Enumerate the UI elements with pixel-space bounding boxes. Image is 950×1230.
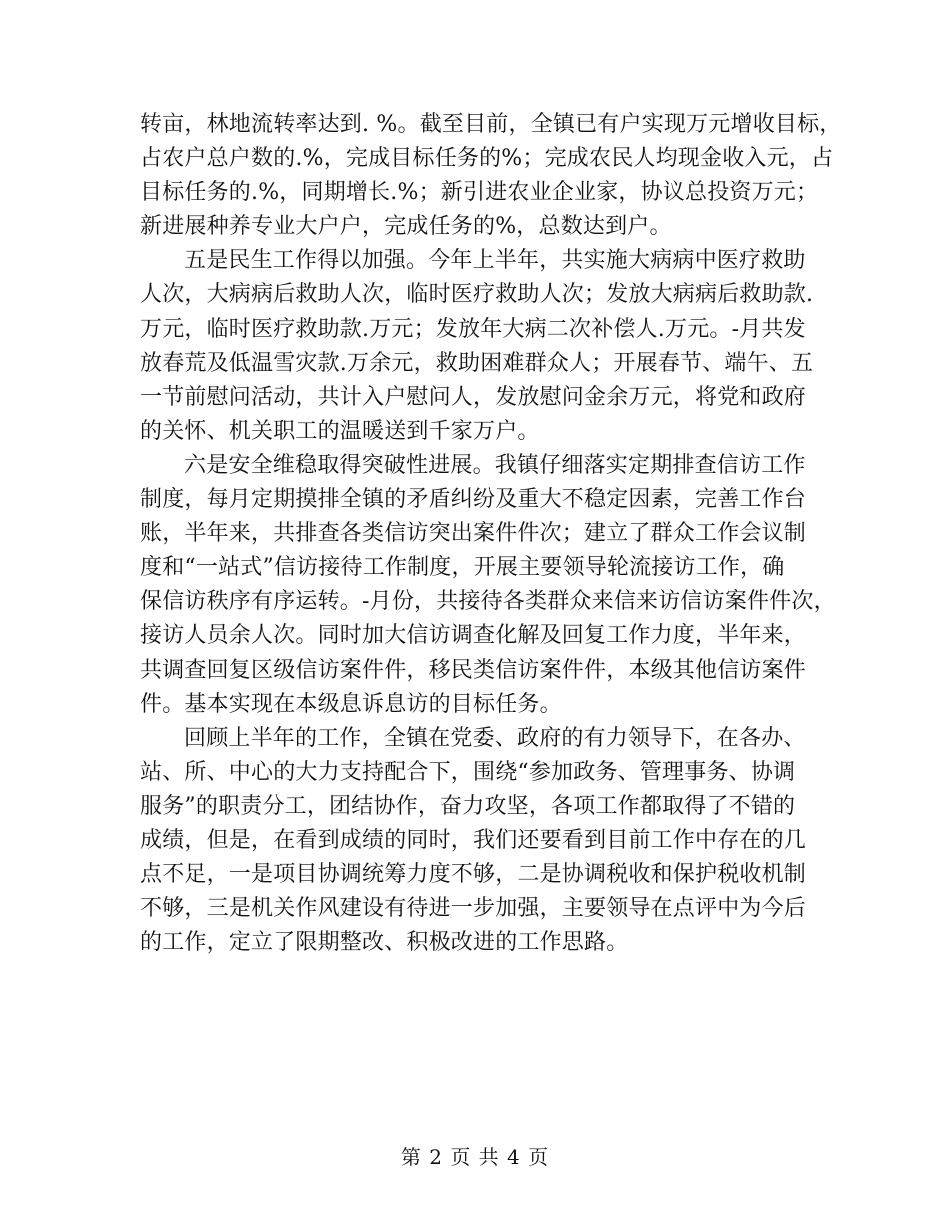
paragraph-first-line: 回顾上半年的工作，全镇在党委、政府的有力领导下，在各办、 [184, 725, 806, 751]
paragraph-line: 目标任务的.%，同期增长.%；新引进农业企业家，协议总投资万元； [140, 180, 819, 206]
paragraph-line: 账，半年来，共排查各类信访突出案件件次；建立了群众工作会议制 [140, 521, 807, 547]
paragraph-line: 件。基本实现在本级息诉息访的目标任务。 [140, 691, 562, 717]
paragraph-line: 新进展种养专业大户户，完成任务的%，总数达到户。 [140, 214, 672, 240]
paragraph-line: 度和“一站式”信访接待工作制度，开展主要领导轮流接访工作，确 [140, 555, 785, 581]
paragraph-line: 的工作，定立了限期整改、积极改进的工作思路。 [140, 930, 629, 956]
paragraph-line: 站、所、中心的大力支持配合下，围绕“参加政务、管理事务、协调 [140, 759, 796, 785]
paragraph-line: 接访人员余人次。同时加大信访调查化解及回复工作力度，半年来， [140, 623, 807, 649]
paragraph-line: 制度，每月定期摸排全镇的矛盾纠纷及重大不稳定因素，完善工作台 [140, 487, 807, 513]
paragraph-line: 万元，临时医疗救助款.万元；发放年大病二次补偿人.万元。-月共发 [140, 316, 806, 342]
document-body [140, 108, 842, 960]
paragraph-line: 一节前慰问活动，共计入户慰问人，发放慰问金余万元，将党和政府 [140, 384, 807, 410]
paragraph-line: 成绩，但是，在看到成绩的同时，我们还要看到目前工作中存在的几 [140, 827, 807, 853]
paragraph-line: 放春荒及低温雪灾款.万余元，救助困难群众人；开展春节、端午、五 [140, 350, 814, 376]
paragraph-line: 转亩，林地流转率达到. %。截至目前，全镇已有户实现万元增收目标， [140, 112, 842, 137]
paragraph-first-line: 五是民生工作得以加强。今年上半年，共实施大病病中医疗救助 [184, 248, 806, 274]
paragraph-line: 占农户总户数的.%，完成目标任务的%；完成农民人均现金收入元，占 [140, 146, 834, 172]
paragraph-line: 人次，大病病后救助人次，临时医疗救助人次；发放大病病后救助款. [140, 282, 814, 308]
paragraph-line: 保信访秩序有序运转。-月份，共接待各类群众来信来访信访案件件次， [140, 589, 836, 615]
paragraph-line: 的关怀、机关职工的温暖送到千家万户。 [140, 418, 540, 444]
page-number: 第 2 页 共 4 页 [400, 1145, 550, 1169]
paragraph-line: 共调查回复区级信访案件件，移民类信访案件件，本级其他信访案件 [140, 657, 807, 683]
paragraph-line: 点不足，一是项目协调统筹力度不够，二是协调税收和保护税收机制 [140, 862, 807, 888]
paragraph-first-line: 六是安全维稳取得突破性进展。我镇仔细落实定期排查信访工作 [184, 452, 806, 478]
paragraph-line: 不够，三是机关作风建设有待进一步加强，主要领导在点评中为今后 [140, 896, 807, 922]
paragraph-line: 服务”的职责分工，团结协作，奋力攻坚，各项工作都取得了不错的 [140, 793, 796, 819]
